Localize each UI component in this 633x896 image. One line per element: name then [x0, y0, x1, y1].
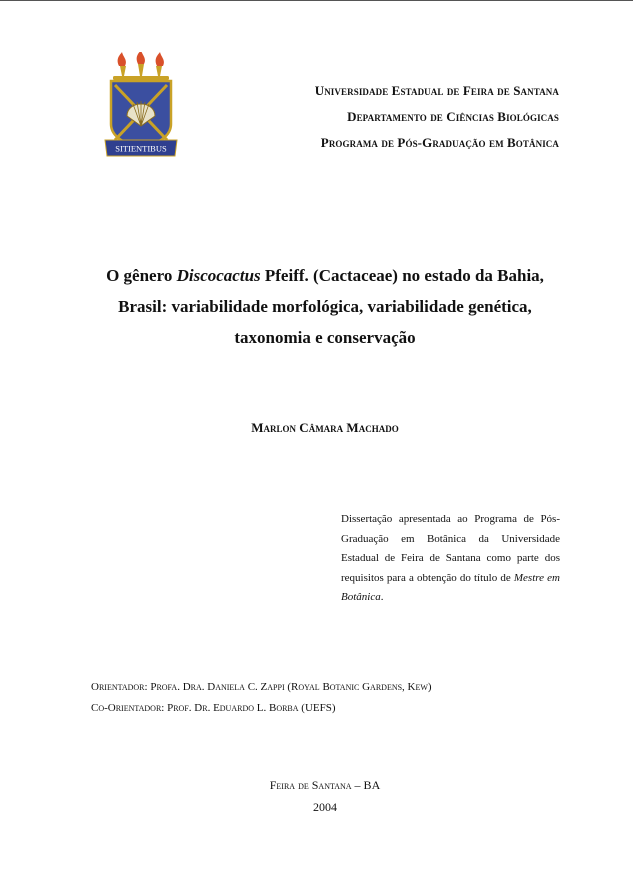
program-name: Programa de Pós-Graduação em Botânica — [320, 135, 559, 150]
title-genus: Discocactus — [176, 266, 261, 285]
dissertation-text: Dissertação apresentada ao Programa de Pós-Graduação em Botânica da Universidade Estadual de Feira de Santana como parte dos requisitos para a obtenção do título de — [341, 513, 560, 584]
orientador: Orientador: Profa. Dra. Daniela C. Zappi (Royal Botanic Gardens, Kew) — [91, 681, 432, 693]
department-name: Departamento de Ciências Biológicas — [347, 109, 559, 124]
title-rest: Pfeiff. (Cactaceae) no estado da Bahia, — [260, 266, 544, 285]
title-line-2: Brasil: variabilidade morfológica, variabilidade genética, — [118, 297, 532, 316]
torch-icon — [118, 52, 126, 76]
dissertation-end: . — [380, 591, 384, 603]
title-prefix: O gênero — [106, 266, 177, 285]
footer — [0, 774, 633, 818]
co-orientador: Co-Orientador: Prof. Dr. Eduardo L. Borba (UEFS) — [91, 702, 336, 714]
institution-header — [195, 78, 559, 156]
document-title — [70, 260, 580, 353]
advisors-block — [91, 677, 611, 719]
university-crest-icon — [103, 52, 179, 160]
degree-title: Mestre em Botânica — [341, 571, 560, 603]
author-name: Marlon Câmara Machado — [251, 420, 399, 435]
title-line-1 — [70, 260, 580, 291]
torch-icon — [137, 52, 145, 76]
title-line-3: taxonomia e conservação — [234, 328, 416, 347]
dissertation-statement — [341, 510, 560, 608]
crest-motto: SITIENTIBUS — [115, 143, 167, 154]
university-name: Universidade Estadual de Feira de Santana — [314, 83, 559, 98]
footer-year: 2004 — [313, 800, 337, 814]
top-border-line — [0, 0, 633, 1]
footer-place: Feira de Santana – BA — [269, 778, 381, 792]
torch-icon — [156, 52, 164, 76]
